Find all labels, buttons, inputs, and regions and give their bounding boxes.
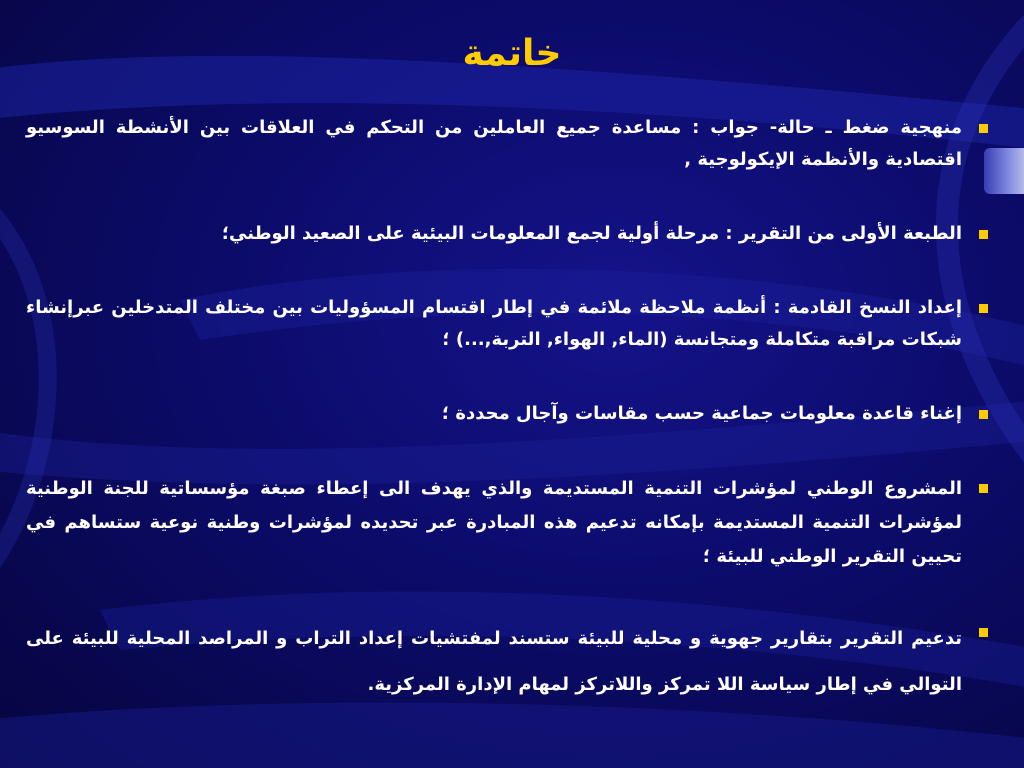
bullet-text: الطبعة الأولى من التقرير : مرحلة أولية لجمع المعلومات البيئية على الصعيد الوطني؛ bbox=[221, 223, 962, 244]
bullet-text: منهجية ضغط ـ حالة- جواب : مساعدة جميع العاملين من التحكم في العلاقات بين الأنشطة السوسيو اقتصادية والأنظمة الإيكولوجية , bbox=[26, 117, 962, 170]
bullet-list bbox=[26, 112, 990, 708]
bullet-item bbox=[26, 616, 990, 708]
bullet-item bbox=[26, 472, 990, 574]
yellow-square-bullet-icon bbox=[979, 410, 988, 419]
bullet-text: تدعيم التقرير بتقارير جهوية و محلية للبيئة ستسند لمفتشيات إعداد التراب و المراصد المحلية للبيئة على التوالي في إطار سياسة اللا تمركز واللاتركز لمهام الإدارة المركزية. bbox=[26, 628, 962, 695]
bullet-text: إغناء قاعدة معلومات جماعية حسب مقاسات وآجال محددة ؛ bbox=[441, 403, 962, 424]
bullet-item bbox=[26, 112, 990, 176]
bullet-text: إعداد النسخ القادمة : أنظمة ملاحظة ملائمة في إطار اقتسام المسؤوليات بين مختلف المتدخلين عبرإنشاء شبكات مراقبة متكاملة ومتجانسة (الماء, الهواء, التربة,...) ؛ bbox=[26, 297, 962, 350]
bullet-text: المشروع الوطني لمؤشرات التنمية المستديمة والذي يهدف الى إعطاء صبغة مؤسساتية للجنة الوطنية لمؤشرات التنمية المستديمة بإمكانه تدعيم هذه المبادرة عبر تحديده لمؤشرات وطنية نوعية ستساهم في تحيين التقرير الوطني للبيئة ؛ bbox=[26, 478, 962, 567]
bullet-item bbox=[26, 292, 990, 356]
yellow-square-bullet-icon bbox=[979, 304, 988, 313]
yellow-square-bullet-icon bbox=[979, 628, 988, 637]
bullet-item bbox=[26, 398, 990, 430]
bullet-item bbox=[26, 218, 990, 250]
side-tab-decoration bbox=[984, 148, 1024, 194]
yellow-square-bullet-icon bbox=[979, 484, 988, 493]
slide-title: خاتمة bbox=[462, 33, 562, 75]
yellow-square-bullet-icon bbox=[979, 230, 988, 239]
yellow-square-bullet-icon bbox=[979, 124, 988, 133]
